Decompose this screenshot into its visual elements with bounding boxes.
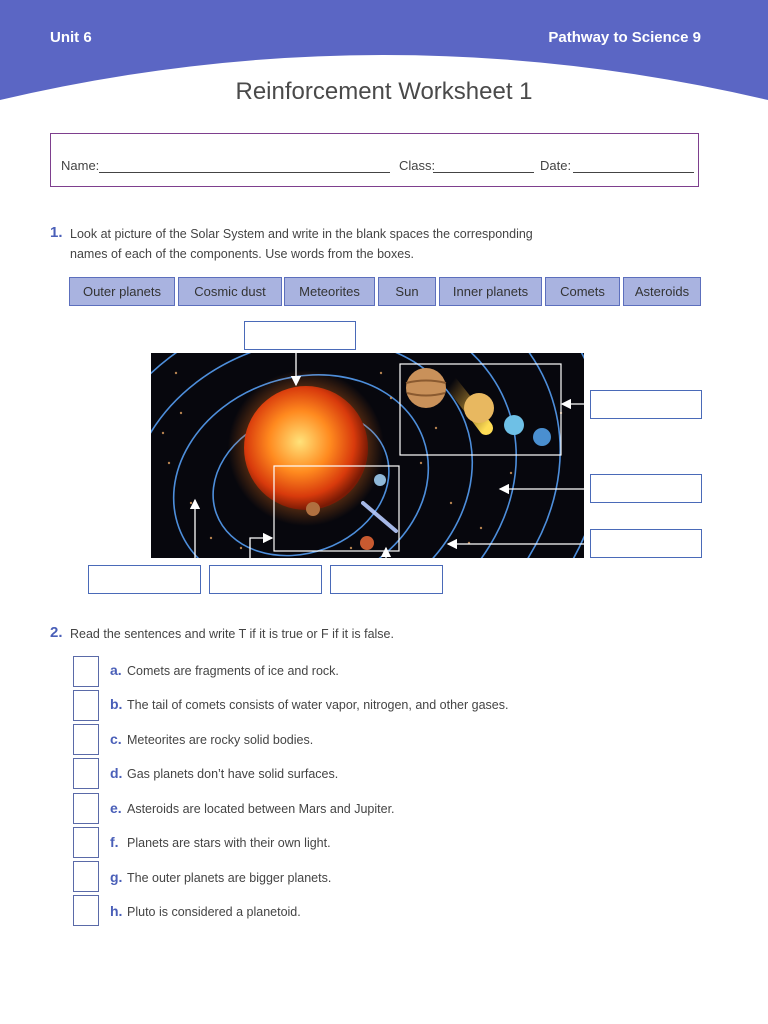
statement-g: The outer planets are bigger planets.	[127, 871, 332, 885]
tf-answer-box-c[interactable]	[73, 724, 99, 755]
question-2-number: 2.	[50, 624, 63, 641]
answer-box-bottom-1[interactable]	[88, 565, 201, 594]
item-letter-a: a.	[110, 662, 122, 678]
word-box-comets: Comets	[545, 277, 620, 306]
word-box-cosmic-dust: Cosmic dust	[178, 277, 282, 306]
tf-answer-box-b[interactable]	[73, 690, 99, 721]
worksheet-title: Reinforcement Worksheet 1	[235, 78, 533, 105]
tf-answer-box-a[interactable]	[73, 656, 99, 687]
word-box-asteroids: Asteroids	[623, 277, 701, 306]
answer-box-top[interactable]	[244, 321, 356, 350]
answer-box-right-1[interactable]	[590, 390, 702, 419]
word-box-meteorites: Meteorites	[284, 277, 375, 306]
word-box-inner-planets: Inner planets	[439, 277, 542, 306]
word-box-outer-planets: Outer planets	[69, 277, 175, 306]
question-1-text-line2: names of each of the components. Use words from the boxes.	[70, 247, 414, 261]
class-label: Class:	[399, 158, 436, 173]
question-2-instruction: Read the sentences and write T if it is true or F if it is false.	[70, 627, 394, 641]
item-letter-g: g.	[110, 869, 123, 885]
item-letter-c: c.	[110, 731, 122, 747]
unit-label: Unit 6	[50, 29, 92, 46]
question-1-text-line1: Look at picture of the Solar System and write in the blank spaces the corresponding	[70, 227, 533, 241]
statement-f: Planets are stars with their own light.	[127, 836, 331, 850]
date-label: Date:	[540, 158, 572, 173]
tf-answer-box-h[interactable]	[73, 895, 99, 926]
answer-box-right-2[interactable]	[590, 474, 702, 503]
item-letter-b: b.	[110, 696, 123, 712]
statement-e: Asteroids are located between Mars and Jupiter.	[127, 802, 395, 816]
statement-a: Comets are fragments of ice and rock.	[127, 664, 339, 678]
item-letter-e: e.	[110, 800, 122, 816]
statement-b: The tail of comets consists of water vapor, nitrogen, and other gases.	[127, 698, 509, 712]
statement-h: Pluto is considered a planetoid.	[127, 905, 301, 919]
answer-box-bottom-2[interactable]	[209, 565, 322, 594]
item-letter-d: d.	[110, 765, 123, 781]
series-label: Pathway to Science 9	[548, 29, 701, 46]
answer-box-bottom-3[interactable]	[330, 565, 443, 594]
question-1-number: 1.	[50, 224, 63, 241]
statement-d: Gas planets don’t have solid surfaces.	[127, 767, 339, 781]
statement-c: Meteorites are rocky solid bodies.	[127, 733, 314, 747]
answer-box-right-3[interactable]	[590, 529, 702, 558]
name-label: Name:	[61, 158, 100, 173]
tf-answer-box-f[interactable]	[73, 827, 99, 858]
tf-answer-box-e[interactable]	[73, 793, 99, 824]
item-letter-f: f.	[110, 834, 119, 850]
word-box-sun: Sun	[378, 277, 436, 306]
tf-answer-box-g[interactable]	[73, 861, 99, 892]
tf-answer-box-d[interactable]	[73, 758, 99, 789]
item-letter-h: h.	[110, 903, 123, 919]
